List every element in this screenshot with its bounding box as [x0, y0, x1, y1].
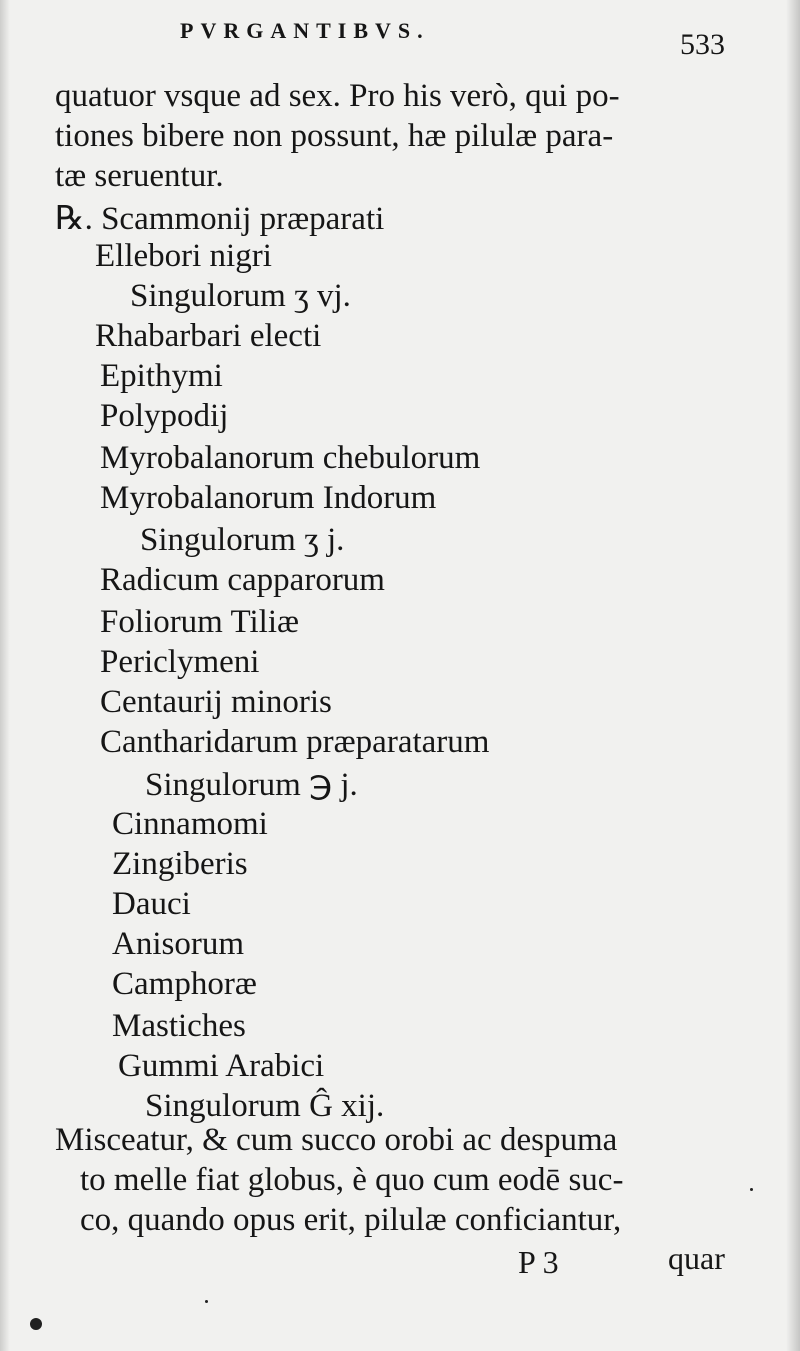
ingredient: Myrobalanorum chebulorum: [100, 440, 481, 476]
text-line: co, quando opus erit, pilulæ conficiantur,: [80, 1202, 622, 1238]
ingredient: Myrobalanorum Indorum: [100, 480, 437, 516]
text-line: to melle fiat globus, è quo cum eodē suc-: [80, 1162, 624, 1198]
ingredient: Gummi Arabici: [118, 1048, 325, 1084]
signature-mark: P 3: [518, 1244, 559, 1280]
gutter-shadow: [0, 0, 10, 1351]
quantity-line: Singulorum ʒ j.: [140, 522, 345, 558]
quantity-line: Singulorum ℈ j.: [145, 767, 358, 803]
ingredient: Centaurij minoris: [100, 684, 332, 720]
ingredient: Cinnamomi: [112, 806, 268, 842]
ink-speck: [205, 1300, 208, 1303]
ingredient: Dauci: [112, 886, 191, 922]
catchword: quar: [668, 1240, 725, 1276]
ink-speck: [750, 1188, 753, 1191]
text-line: tæ seruentur.: [55, 158, 224, 194]
recipe-line: ℞. Scammonij præparati: [55, 201, 385, 237]
ingredient: Mastiches: [112, 1008, 246, 1044]
ingredient: Polypodij: [100, 398, 229, 434]
ingredient: Foliorum Tiliæ: [100, 604, 300, 640]
text-line: tiones bibere non possunt, hæ pilulæ para-: [55, 118, 614, 154]
quantity-line: Singulorum ʒ vj.: [130, 278, 351, 314]
text-line: quatuor vsque ad sex. Pro his verò, qui po-: [55, 78, 620, 114]
quantity-line: Singulorum Ĝ xij.: [145, 1088, 385, 1124]
ingredient: Radicum capparorum: [100, 562, 385, 598]
ingredient: Ellebori nigri: [95, 238, 272, 274]
ingredient: Anisorum: [112, 926, 244, 962]
page-edge-shadow: [786, 0, 800, 1351]
text-line: Misceatur, & cum succo orobi ac despuma: [55, 1122, 618, 1158]
ingredient: Camphoræ: [112, 966, 257, 1002]
ingredient: Zingiberis: [112, 846, 248, 882]
binding-hole: [30, 1318, 42, 1330]
ingredient: Cantharidarum præparatarum: [100, 724, 490, 760]
ingredient: Periclymeni: [100, 644, 260, 680]
page-number: 533: [680, 28, 725, 61]
ingredient: Rhabarbari electi: [95, 318, 322, 354]
ingredient: Epithymi: [100, 358, 223, 394]
running-head: PVRGANTIBVS.: [180, 18, 430, 43]
